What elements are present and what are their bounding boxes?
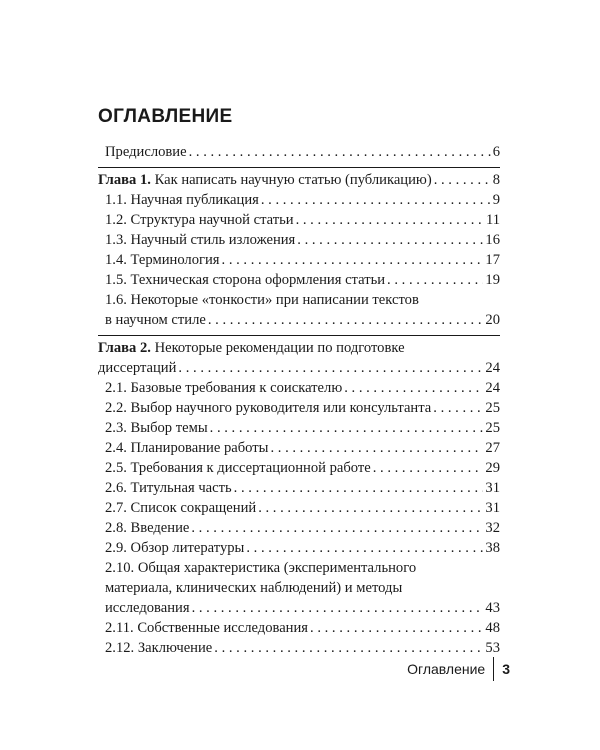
- toc-entry-number: 2.4.: [105, 440, 127, 456]
- toc-entry-number: 2.12.: [105, 640, 135, 656]
- leader-dots: [270, 438, 483, 458]
- toc-entry-1-6[interactable]: [98, 290, 500, 330]
- page-number: 3: [502, 661, 510, 677]
- leader-dots: [296, 210, 484, 230]
- section-divider: [98, 335, 500, 336]
- leader-dots: [189, 142, 491, 162]
- leader-dots: [178, 358, 483, 378]
- leader-dots: [387, 270, 483, 290]
- toc-entry-page: 16: [485, 232, 500, 248]
- footer-section-label: Оглавление: [407, 661, 486, 677]
- toc-entry-chapter-1[interactable]: [98, 170, 500, 190]
- table-of-contents: [98, 142, 500, 658]
- toc-entry-1-3[interactable]: [98, 230, 500, 250]
- leader-dots: [214, 638, 483, 658]
- toc-entry-title: Научный стиль изложения: [130, 232, 296, 248]
- page-footer: [407, 656, 510, 682]
- leader-dots: [258, 498, 483, 518]
- chapter-label: Глава 1.: [98, 172, 151, 188]
- toc-entry-page: 38: [485, 540, 500, 556]
- toc-entry-title: Научная публикация: [130, 192, 259, 208]
- toc-entry-title: Титульная часть: [130, 480, 232, 496]
- toc-entry-title: Заключение: [137, 640, 213, 656]
- toc-entry-title-line-1: Общая характеристика (экспериментального: [137, 560, 417, 576]
- leader-dots: [192, 598, 484, 618]
- toc-entry-page: 25: [485, 420, 500, 436]
- toc-entry-title: Планирование работы: [130, 440, 269, 456]
- toc-entry-title-line-1: Некоторые «тонкости» при написании текстов: [130, 292, 419, 308]
- toc-entry-1-2[interactable]: [98, 210, 500, 230]
- toc-entry-page: 11: [485, 212, 500, 228]
- toc-entry-page: 19: [485, 272, 500, 288]
- toc-entry-number: 2.10.: [105, 560, 135, 576]
- toc-entry-number: 2.11.: [105, 620, 134, 636]
- toc-entry-2-10[interactable]: [98, 558, 500, 618]
- toc-entry-number: 1.5.: [105, 272, 127, 288]
- toc-entry-title: Выбор научного руководителя или консультанта: [130, 400, 432, 416]
- toc-entry-title: Базовые требования к соискателю: [130, 380, 343, 396]
- toc-entry-page: 43: [485, 600, 500, 616]
- toc-entry-page: 29: [485, 460, 500, 476]
- toc-entry-1-4[interactable]: [98, 250, 500, 270]
- toc-entry-title-line-2: диссертаций: [98, 360, 177, 376]
- toc-entry-number: 1.3.: [105, 232, 127, 248]
- toc-entry-title-line-3: исследования: [105, 600, 190, 616]
- toc-entry-page: 9: [492, 192, 500, 208]
- section-divider: [98, 167, 500, 168]
- toc-entry-number: 2.7.: [105, 500, 127, 516]
- toc-entry-title: Структура научной статьи: [130, 212, 294, 228]
- toc-entry-2-8[interactable]: [98, 518, 500, 538]
- toc-entry-title: Техническая сторона оформления статьи: [130, 272, 386, 288]
- toc-entry-page: 24: [485, 360, 500, 376]
- toc-entry-2-6[interactable]: [98, 478, 500, 498]
- toc-entry-number: 1.1.: [105, 192, 127, 208]
- toc-entry-page: 53: [485, 640, 500, 656]
- toc-entry-title: Предисловие: [105, 144, 187, 160]
- toc-entry-number: 2.9.: [105, 540, 127, 556]
- leader-dots: [297, 230, 483, 250]
- toc-entry-2-12[interactable]: [98, 638, 500, 658]
- toc-entry-title: Собственные исследования: [137, 620, 309, 636]
- leader-dots: [373, 458, 484, 478]
- toc-entry-title: Обзор литературы: [130, 540, 245, 556]
- toc-entry-page: 31: [485, 480, 500, 496]
- toc-entry-preface[interactable]: [98, 142, 500, 162]
- toc-entry-chapter-2[interactable]: [98, 338, 500, 378]
- toc-entry-title: Терминология: [130, 252, 220, 268]
- toc-entry-title: Как написать научную статью (публикацию): [154, 172, 432, 188]
- leader-dots: [208, 310, 484, 330]
- toc-entry-1-5[interactable]: [98, 270, 500, 290]
- toc-entry-number: 1.2.: [105, 212, 127, 228]
- toc-entry-2-4[interactable]: [98, 438, 500, 458]
- toc-entry-number: 2.3.: [105, 420, 127, 436]
- toc-entry-2-1[interactable]: [98, 378, 500, 398]
- toc-entry-title: Список сокращений: [130, 500, 257, 516]
- toc-entry-page: 27: [485, 440, 500, 456]
- chapter-label: Глава 2.: [98, 340, 151, 356]
- toc-entry-page: 24: [485, 380, 500, 396]
- toc-entry-page: 8: [492, 172, 500, 188]
- leader-dots: [434, 170, 491, 190]
- toc-entry-2-5[interactable]: [98, 458, 500, 478]
- toc-entry-page: 25: [485, 400, 500, 416]
- toc-entry-title: Введение: [130, 520, 190, 536]
- toc-entry-page: 48: [485, 620, 500, 636]
- leader-dots: [310, 618, 483, 638]
- toc-entry-title: Выбор темы: [130, 420, 208, 436]
- toc-entry-page: 31: [485, 500, 500, 516]
- leader-dots: [261, 190, 491, 210]
- toc-entry-title-line-2: материала, клинических наблюдений) и методы: [105, 580, 403, 596]
- toc-entry-title-line-1: Некоторые рекомендации по подготовке: [154, 340, 405, 356]
- leader-dots: [191, 518, 483, 538]
- toc-entry-number: 2.8.: [105, 520, 127, 536]
- toc-entry-page: 17: [485, 252, 500, 268]
- toc-entry-number: 2.1.: [105, 380, 127, 396]
- toc-entry-page: 32: [485, 520, 500, 536]
- toc-entry-1-1[interactable]: [98, 190, 500, 210]
- toc-entry-2-2[interactable]: [98, 398, 500, 418]
- page-title: ОГЛАВЛЕНИЕ: [98, 106, 233, 127]
- toc-entry-2-11[interactable]: [98, 618, 500, 638]
- toc-entry-2-7[interactable]: [98, 498, 500, 518]
- leader-dots: [234, 478, 484, 498]
- toc-entry-page: 6: [492, 144, 500, 160]
- toc-entry-title: Требования к диссертационной работе: [130, 460, 371, 476]
- toc-entry-number: 2.6.: [105, 480, 127, 496]
- toc-entry-number: 2.5.: [105, 460, 127, 476]
- toc-entry-title-line-2: в научном стиле: [105, 312, 206, 328]
- leader-dots: [222, 250, 484, 270]
- toc-entry-number: 1.4.: [105, 252, 127, 268]
- toc-entry-page: 20: [485, 312, 500, 328]
- leader-dots: [344, 378, 483, 398]
- toc-entry-number: 2.2.: [105, 400, 127, 416]
- leader-dots: [433, 398, 483, 418]
- toc-entry-2-3[interactable]: [98, 418, 500, 438]
- toc-entry-2-9[interactable]: [98, 538, 500, 558]
- leader-dots: [210, 418, 484, 438]
- leader-dots: [246, 538, 483, 558]
- toc-entry-number: 1.6.: [105, 292, 127, 308]
